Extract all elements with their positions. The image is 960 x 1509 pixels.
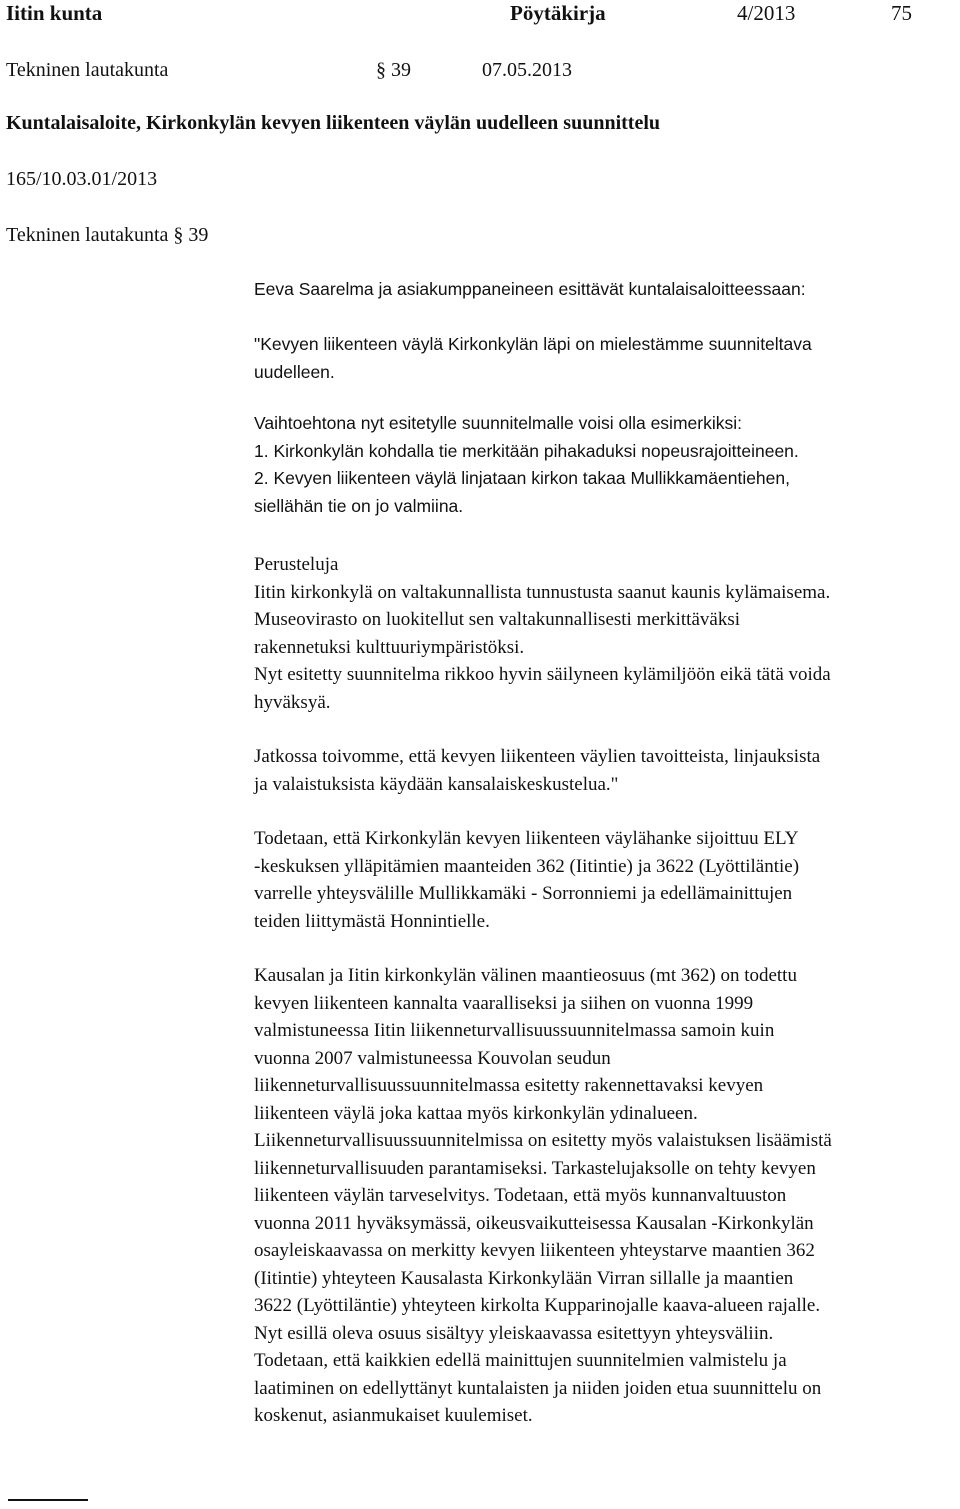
text-line: laatiminen on edellyttänyt kuntalaisten ja niiden joiden etua suunnittelu on	[254, 1377, 822, 1399]
reasons-paragraph	[254, 551, 954, 716]
intro-text: Eeva Saarelma ja asiakumppaneineen esittävät kuntalaisaloitteessaan:	[254, 279, 806, 299]
section-number: § 39	[376, 59, 411, 81]
header-row-meeting	[6, 57, 960, 87]
meeting-date: 07.05.2013	[482, 59, 572, 81]
quote-paragraph	[254, 331, 954, 386]
text-line: Todetaan, että kaikkien edellä mainittujen suunnitelmien valmistelu ja	[254, 1350, 787, 1371]
text-line: Todetaan, että Kirkonkylän kevyen liikenteen väylähanke sijoittuu ELY	[254, 828, 799, 849]
municipality-name: Iitin kunta	[6, 1, 103, 25]
text-line: 2. Kevyen liikenteen väylä linjataan kirkon takaa Mullikkamäentiehen,	[254, 468, 790, 488]
statement-paragraph	[254, 825, 954, 935]
text-line: vuonna 2007 valmistuneessa Kouvolan seudun	[254, 1047, 611, 1069]
text-line: liikenneturvallisuuden parantamiseksi. Tarkastelujaksolle on tehty kevyen	[254, 1157, 816, 1179]
text-line: osayleiskaavassa on merkitty kevyen liikenteen yhteystarve maantien 362	[254, 1240, 815, 1261]
text-line: teiden liittymästä Honnintielle.	[254, 910, 490, 932]
text-line: Kausalan ja Iitin kirkonkylän välinen maantieosuus (mt 362) on todettu	[254, 965, 797, 986]
reference-number: 165/10.03.01/2013	[6, 168, 158, 190]
text-line: siellähän tie on jo valmiina.	[254, 495, 464, 516]
text-line: rakennetuksi kulttuuriympäristöksi.	[254, 636, 525, 658]
document-type: Pöytäkirja	[510, 1, 606, 25]
text-line: hyväksyä.	[254, 691, 331, 713]
text-line: (Iitintie) yhteyteen Kausalasta Kirkonkylään Virran sillalle ja maantien	[254, 1267, 794, 1289]
text-line: Nyt esillä oleva osuus sisältyy yleiskaavassa esitettyyn yhteysväliin.	[254, 1322, 774, 1344]
text-line: uudelleen.	[254, 361, 335, 382]
text-line: kevyen liikenteen kannalta vaaralliseksi ja siihen on vuonna 1999	[254, 992, 754, 1014]
text-line: liikenteen väylä joka kattaa myös kirkonkylän ydinalueen.	[254, 1102, 698, 1124]
text-line: Nyt esitetty suunnitelma rikkoo hyvin säilyneen kylämiljöön eikä tätä voida	[254, 664, 831, 685]
alternatives-paragraph	[254, 410, 954, 520]
text-line: liikenneturvallisuussuunnitelmassa esitetty rakennettavaksi kevyen	[254, 1075, 764, 1096]
text-line: Museovirasto on luokitellut sen valtakunnallisesti merkittäväksi	[254, 609, 741, 630]
closing-paragraph	[254, 743, 954, 798]
header-row-top	[6, 0, 960, 30]
text-line: "Kevyen liikenteen väylä Kirkonkylän läpi on mielestämme suunniteltava	[254, 334, 812, 354]
footer-divider	[8, 1499, 88, 1501]
document-title: Kuntalaisaloite, Kirkonkylän kevyen liikenteen väylän uudelleen suunnittelu	[6, 112, 661, 134]
text-line: Vaihtoehtona nyt esitetylle suunnitelmalle voisi olla esimerkiksi:	[254, 413, 742, 433]
text-line: koskenut, asianmukaiset kuulemiset.	[254, 1405, 533, 1426]
text-line: Iitin kirkonkylä on valtakunnallista tunnustusta saanut kaunis kylämaisema.	[254, 581, 831, 603]
text-line: liikenteen väylän tarveselvitys. Todetaan, että myös kunnanvaltuuston	[254, 1185, 787, 1206]
background-paragraph	[254, 962, 954, 1430]
text-line: ja valaistuksista käydään kansalaiskeskustelua."	[254, 773, 619, 795]
text-line: vuonna 2011 hyväksymässä, oikeusvaikutteisessa Kausalan -Kirkonkylän	[254, 1212, 814, 1234]
intro-paragraph	[254, 276, 954, 304]
text-line: Liikenneturvallisuussuunnitelmissa on esitetty myös valaistuksen lisäämistä	[254, 1130, 832, 1151]
section-label: Tekninen lautakunta § 39	[6, 224, 209, 246]
text-line: -keskuksen ylläpitämien maanteiden 362 (Iitintie) ja 3622 (Lyöttiläntie)	[254, 855, 800, 877]
committee-name: Tekninen lautakunta	[6, 59, 169, 81]
page-number: 75	[891, 1, 912, 25]
issue-number: 4/2013	[737, 1, 796, 25]
text-line: 1. Kirkonkylän kohdalla tie merkitään pihakaduksi nopeusrajoitteineen.	[254, 440, 799, 461]
reasons-heading: Perusteluja	[254, 554, 339, 575]
text-line: 3622 (Lyöttiläntie) yhteyteen kirkolta Kupparinojalle kaava-alueen rajalle.	[254, 1295, 821, 1316]
text-line: Jatkossa toivomme, että kevyen liikenteen väylien tavoitteista, linjauksista	[254, 746, 821, 767]
text-line: varrelle yhteysvälille Mullikkamäki - Sorronniemi ja edellämainittujen	[254, 883, 793, 904]
text-line: valmistuneessa Iitin liikenneturvallisuussuunnitelmassa samoin kuin	[254, 1020, 775, 1041]
